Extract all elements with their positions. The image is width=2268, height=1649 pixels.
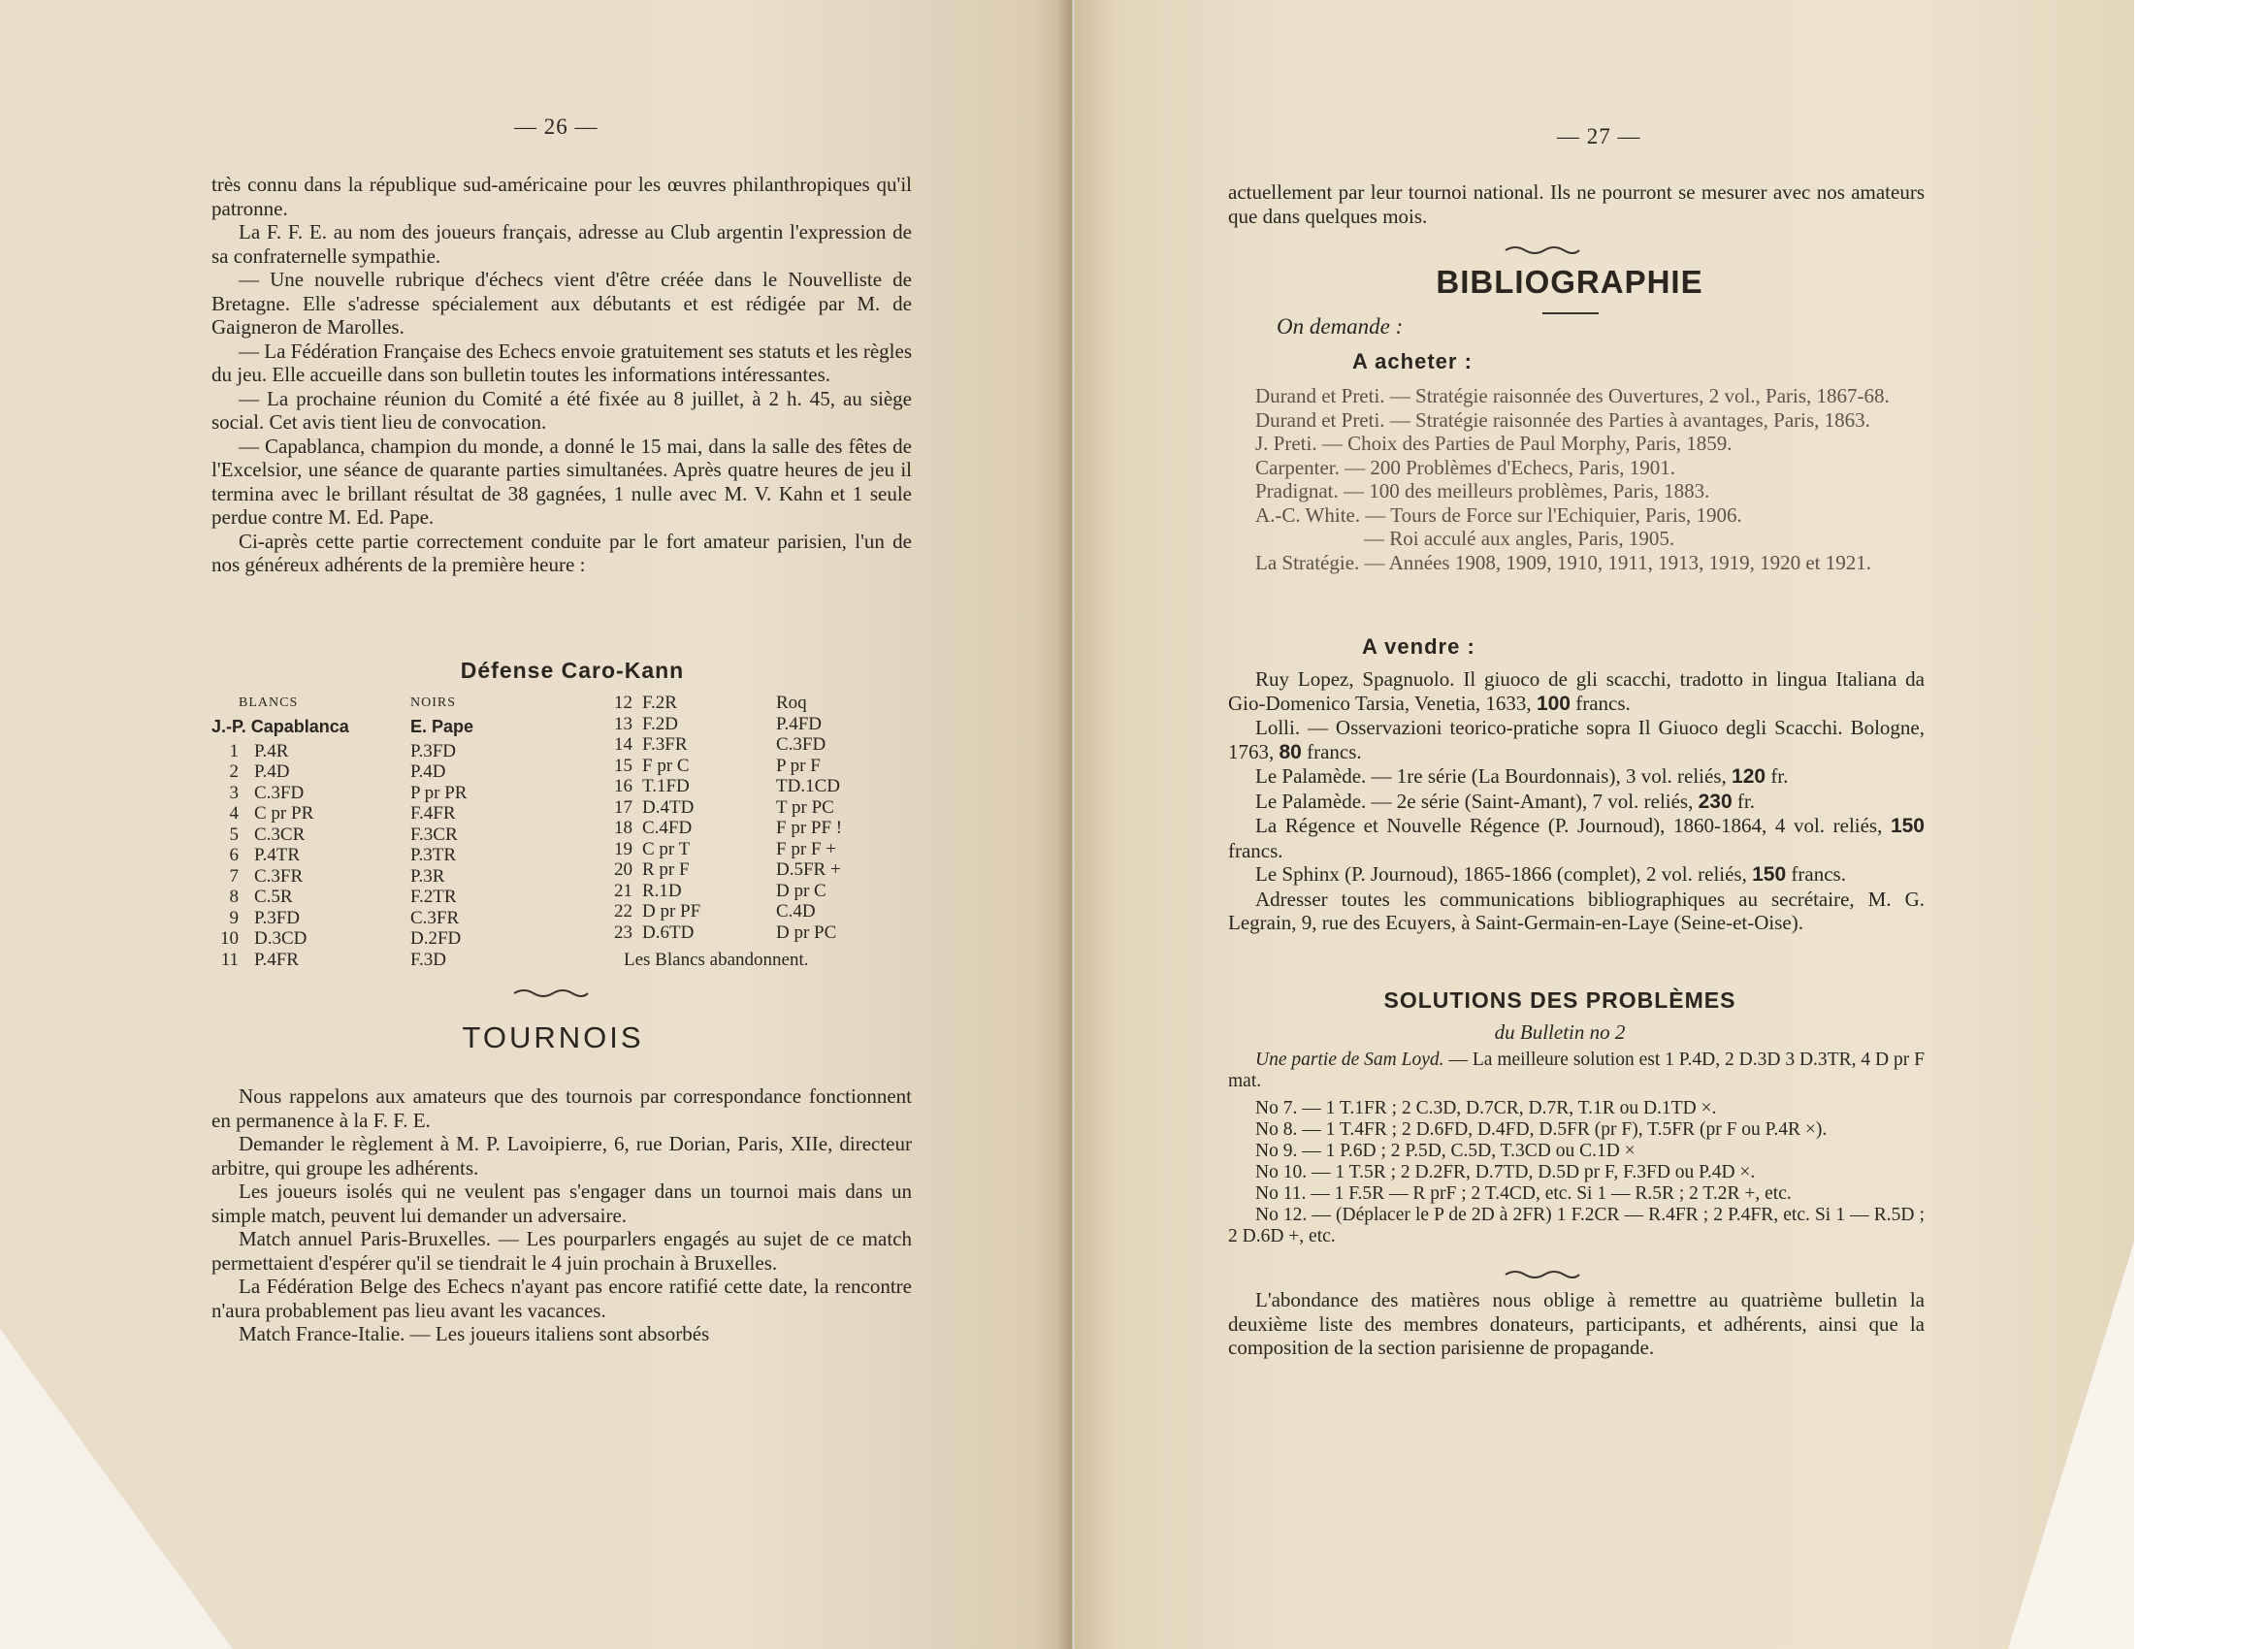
move-number: 20 — [614, 859, 632, 880]
move-number: 1 — [229, 740, 239, 761]
black-move: T pr PC — [776, 796, 834, 818]
solution-item: No 9. — 1 P.6D ; 2 P.5D, C.5D, T.3CD ou C.1D × — [1255, 1141, 1636, 1161]
solution-item: No 11. — 1 F.5R — R prF ; 2 T.4CD, etc. Si 1 — R.5R ; 2 T.2R +, etc. — [1255, 1183, 1792, 1204]
black-move: P pr PR — [410, 782, 468, 803]
paragraph: très connu dans la république sud-américaine pour les œuvres philanthropiques qu'il patronne. — [211, 173, 912, 220]
white-move: F.2R — [642, 693, 677, 713]
black-move: D pr PC — [776, 922, 837, 943]
page-fold-corner — [2008, 1242, 2134, 1649]
sam-loyd-solution: Une partie de Sam Loyd. — La meilleure solution est 1 P.4D, 2 D.3D 3 D.3TR, 4 D pr F mat. — [1228, 1050, 1925, 1091]
move-number: 15 — [614, 755, 632, 776]
move-number: 19 — [614, 838, 632, 859]
move-number: 18 — [614, 818, 632, 838]
black-move: F.2TR — [410, 887, 457, 907]
list-item: Carpenter. — 200 Problèmes d'Echecs, Paris, 1901. — [1255, 455, 1676, 479]
solution-item: No 8. — 1 T.4FR ; 2 D.6FD, D.4FD, D.5FR (pr F), T.5FR (pr F ou P.4R ×). — [1255, 1119, 1828, 1140]
page-number-right: — 27 — — [1557, 124, 1641, 148]
white-move: P.4FR — [254, 949, 299, 970]
white-move: C pr PR — [254, 803, 314, 824]
list-item: Durand et Preti. — Stratégie raisonnée des Parties à avantages, Paris, 1863. — [1255, 407, 1870, 432]
closing-paragraph — [1228, 1288, 1925, 1360]
ornament-divider — [1504, 244, 1581, 254]
list-item: Le Palamède. — 2e série (Saint-Amant), 7 vol. reliés, 230 fr. — [1255, 789, 1755, 813]
move-number: 6 — [229, 845, 239, 865]
black-move: C.3FR — [410, 907, 460, 928]
white-move: C.3FD — [254, 782, 305, 803]
list-item: Durand et Preti. — Stratégie raisonnée des Ouvertures, 2 vol., Paris, 1867-68. — [1255, 384, 1890, 407]
white-move: C.3FR — [254, 865, 304, 887]
solutions-subtitle: du Bulletin no 2 — [1494, 1020, 1626, 1044]
paragraph: La F. F. E. au nom des joueurs français, adresse au Club argentin l'expression de sa confraternelle sympathie. — [211, 220, 912, 268]
move-number: 17 — [614, 796, 632, 818]
black-move: P pr F — [776, 755, 821, 776]
move-row — [211, 865, 445, 888]
right-page — [1075, 0, 2134, 1649]
white-move: F.3FR — [642, 734, 688, 755]
move-row — [211, 740, 456, 762]
white-move: C.4FD — [642, 818, 693, 838]
paragraph: — Une nouvelle rubrique d'échecs vient d'être créée dans le Nouvelliste de Bretagne. Elle s'adresse spécialement aux débutants et est rédigée par M. de Gaigneron de Marolles. — [211, 268, 912, 339]
move-row — [211, 803, 456, 824]
game-moves-left — [211, 693, 474, 970]
paragraph: La Fédération Belge des Echecs n'ayant pas encore ratifié cette date, la rencontre n'aura probablement pas lieu avant les vacances. — [211, 1275, 912, 1322]
tournois-heading: TOURNOIS — [462, 1020, 644, 1054]
solutions-heading: SOLUTIONS DES PROBLÈMES — [1383, 987, 1736, 1013]
move-row — [601, 859, 892, 881]
list-item: J. Preti. — Choix des Parties de Paul Morphy, Paris, 1859. — [1255, 432, 1733, 455]
move-row — [211, 907, 460, 929]
move-number: 8 — [229, 887, 239, 907]
paragraph: — La prochaine réunion du Comité a été fixée au 8 juillet, à 2 h. 45, au siège social. Cet avis tient lieu de convocation. — [211, 386, 912, 434]
white-move: P.3FD — [254, 907, 300, 928]
black-move: D.5FR + — [776, 859, 841, 880]
white-move: D.6TD — [642, 922, 695, 943]
move-row — [601, 714, 892, 735]
move-number: 2 — [229, 761, 239, 782]
white-move: P.4TR — [254, 845, 300, 865]
ornament-divider — [512, 987, 590, 997]
move-row — [601, 756, 892, 777]
ornament-divider — [1504, 1269, 1581, 1278]
move-row — [211, 887, 457, 908]
heading-rule — [1542, 312, 1599, 314]
solution-item: No 12. — (Déplacer le P de 2D à 2FR) 1 F.2CR — R.4FR ; 2 P.4FR, etc. Si 1 — R.5D ; 2 D.6D +, etc. — [1228, 1205, 1925, 1246]
white-move: T.1FD — [642, 776, 690, 796]
white-move: R pr F — [642, 859, 690, 880]
move-number: 21 — [614, 880, 632, 901]
list-item: Le Palamède. — 1re série (La Bourdonnais), 3 vol. reliés, 120 fr. — [1255, 764, 1789, 788]
paragraph: — Capablanca, champion du monde, a donné le 15 mai, dans la salle des fêtes de l'Excelsior, une séance de quarante parties simultanées. Après quatre heures de jeu il termina avec le brillant résultat de 38 gagnées, 1 nulle avec M. V. Kahn et 1 seule perdue contre M. Ed. Pape. — [211, 434, 912, 529]
white-player: J.-P. Capablanca — [211, 716, 349, 736]
move-number: 7 — [229, 865, 239, 887]
acheter-list — [1228, 384, 1925, 574]
bibliographie-heading: BIBLIOGRAPHIE — [1436, 264, 1703, 300]
move-number: 9 — [229, 907, 239, 928]
move-number: 14 — [614, 734, 632, 755]
game-title: Défense Caro-Kann — [460, 658, 685, 683]
move-row — [601, 776, 892, 797]
paragraph: Match France-Italie. — Les joueurs italiens sont absorbés — [239, 1322, 710, 1345]
white-move: D pr PF — [642, 901, 701, 922]
paragraph: Ci-après cette partie correctement conduite par le fort amateur parisien, l'un de nos généreux adhérents de la première heure : — [211, 529, 912, 576]
a-vendre-label: A vendre : — [1362, 634, 1475, 659]
move-number: 4 — [229, 803, 239, 824]
list-item: Le Sphinx (P. Journoud), 1865-1866 (complet), 2 vol. reliés, 150 francs. — [1255, 862, 1846, 886]
black-move: D.2FD — [410, 928, 462, 949]
solution-item: No 10. — 1 T.5R ; 2 D.2FR, D.7TD, D.5D pr F, F.3FD ou P.4D ×. — [1255, 1162, 1756, 1182]
move-number: 11 — [220, 949, 239, 970]
black-move: P.3FD — [410, 740, 456, 761]
adresser-paragraph: Adresser toutes les communications bibliographiques au secrétaire, M. G. Legrain, 9, rue des Ecuyers, à Saint-Germain-en-Laye (Seine-et-Oise). — [1228, 887, 1925, 934]
paragraph: Nous rappelons aux amateurs que des tournois par correspondance fonctionnent en permanence à la F. F. E. — [211, 1084, 912, 1132]
paragraph: — La Fédération Française des Echecs envoie gratuitement ses statuts et les règles du jeu. Elle accueille dans son bulletin toutes les informations intéressantes. — [211, 339, 912, 386]
vendre-list — [1228, 667, 1925, 935]
move-number: 13 — [614, 713, 632, 734]
black-move: P.3TR — [410, 845, 456, 865]
page-number-left: — 26 — — [514, 114, 599, 139]
list-item: A.-C. White. — Tours de Force sur l'Echiquier, Paris, 1906. — [1255, 502, 1742, 527]
list-item: Ruy Lopez, Spagnuolo. Il giuoco de gli scacchi, tradotto in lingua Italiana da Gio-Domenico Tarsia, Venetia, 1633, 100 francs. — [1228, 667, 1925, 715]
white-move: D.4TD — [642, 796, 695, 818]
move-row — [601, 734, 892, 756]
paragraph: Match annuel Paris-Bruxelles. — Les pourparlers engagés au sujet de ce match permettaient d'espérer qu'il se tiendrait le 4 juin prochain à Bruxelles. — [211, 1227, 912, 1275]
black-move: TD.1CD — [776, 776, 840, 796]
move-number: 3 — [229, 782, 239, 803]
move-row — [601, 797, 892, 819]
solution-item: No 7. — 1 T.1FR ; 2 C.3D, D.7CR, D.7R, T.1R ou D.1TD ×. — [1255, 1098, 1717, 1118]
tournois-text — [211, 1084, 912, 1346]
black-player: E. Pape — [410, 716, 474, 736]
right-intro: actuellement par leur tournoi national. Ils ne pourront se mesurer avec nos amateurs que dans quelques mois. — [1228, 180, 1925, 228]
paragraph: Demander le règlement à M. P. Lavoipierre, 6, rue Dorian, Paris, XIIe, directeur arbitre, qui groupe les adhérents. — [211, 1132, 912, 1180]
a-acheter-label: A acheter : — [1352, 349, 1473, 373]
list-item: La Régence et Nouvelle Régence (P. Journoud), 1860-1864, 4 vol. reliés, 150 francs. — [1228, 814, 1925, 862]
left-page — [0, 0, 1072, 1649]
white-move: P.4D — [254, 761, 290, 782]
move-row — [601, 922, 892, 944]
move-row — [601, 839, 892, 860]
black-header: NOIRS — [410, 695, 457, 710]
white-move: C.5R — [254, 887, 293, 907]
move-row — [211, 928, 462, 950]
black-move: Roq — [776, 693, 807, 713]
move-number: 16 — [614, 776, 632, 796]
black-move: F pr F + — [776, 838, 836, 859]
game-moves-right — [601, 693, 892, 971]
white-move: P.4R — [254, 740, 289, 761]
closing-text: L'abondance des matières nous oblige à remettre au quatrième bulletin la deuxième liste des membres donateurs, participants, et adhérents, ainsi que la composition de la section parisienne de propagande. — [1228, 1288, 1925, 1359]
move-row — [211, 824, 458, 846]
page-fold-corner — [0, 1329, 233, 1649]
move-row — [211, 949, 447, 971]
black-move: D pr C — [776, 880, 826, 901]
white-move: F pr C — [642, 755, 690, 776]
move-row — [211, 761, 446, 783]
black-move: F.3D — [410, 949, 447, 970]
move-number: 10 — [220, 928, 239, 949]
move-row — [601, 818, 892, 839]
black-move: P.3R — [410, 865, 445, 887]
move-number: 22 — [614, 901, 632, 922]
white-move: C pr T — [642, 838, 691, 859]
move-number: 5 — [229, 824, 239, 845]
paragraph: Les joueurs isolés qui ne veulent pas s'engager dans un tournoi mais dans un simple match, peuvent lui demander un adversaire. — [211, 1180, 912, 1227]
solutions-list — [1228, 1050, 1925, 1247]
move-number: 23 — [614, 922, 632, 943]
white-move: D.3CD — [254, 928, 308, 949]
move-row — [601, 901, 892, 922]
black-move: F pr PF ! — [776, 818, 843, 838]
white-move: F.2D — [642, 713, 679, 734]
move-row — [601, 881, 892, 902]
list-item: — Roi acculé aux angles, Paris, 1905. — [1364, 527, 1675, 550]
black-move: F.4FR — [410, 803, 456, 824]
move-row — [601, 693, 892, 714]
list-item: La Stratégie. — Années 1908, 1909, 1910, 1911, 1913, 1919, 1920 et 1921. — [1255, 550, 1871, 574]
black-move: C.3FD — [776, 734, 826, 755]
list-item: Lolli. — Osservazioni teorico-pratiche sopra Il Giuoco degli Scacchi. Bologne, 1763, 80 francs. — [1228, 716, 1925, 763]
black-move: C.4D — [776, 901, 816, 922]
black-move: P.4D — [410, 761, 446, 782]
white-header: BLANCS — [239, 695, 299, 710]
game-result: Les Blancs abandonnent. — [624, 950, 809, 970]
white-move: C.3CR — [254, 824, 306, 845]
list-item: Pradignat. — 100 des meilleurs problèmes, Paris, 1883. — [1255, 479, 1710, 502]
white-move: R.1D — [642, 880, 682, 901]
black-move: F.3CR — [410, 824, 458, 845]
move-row — [211, 782, 468, 804]
black-move: P.4FD — [776, 713, 822, 734]
left-text-block — [211, 173, 912, 577]
move-row — [211, 845, 456, 866]
on-demande-label: On demande : — [1277, 314, 1404, 339]
move-number: 12 — [614, 693, 632, 713]
